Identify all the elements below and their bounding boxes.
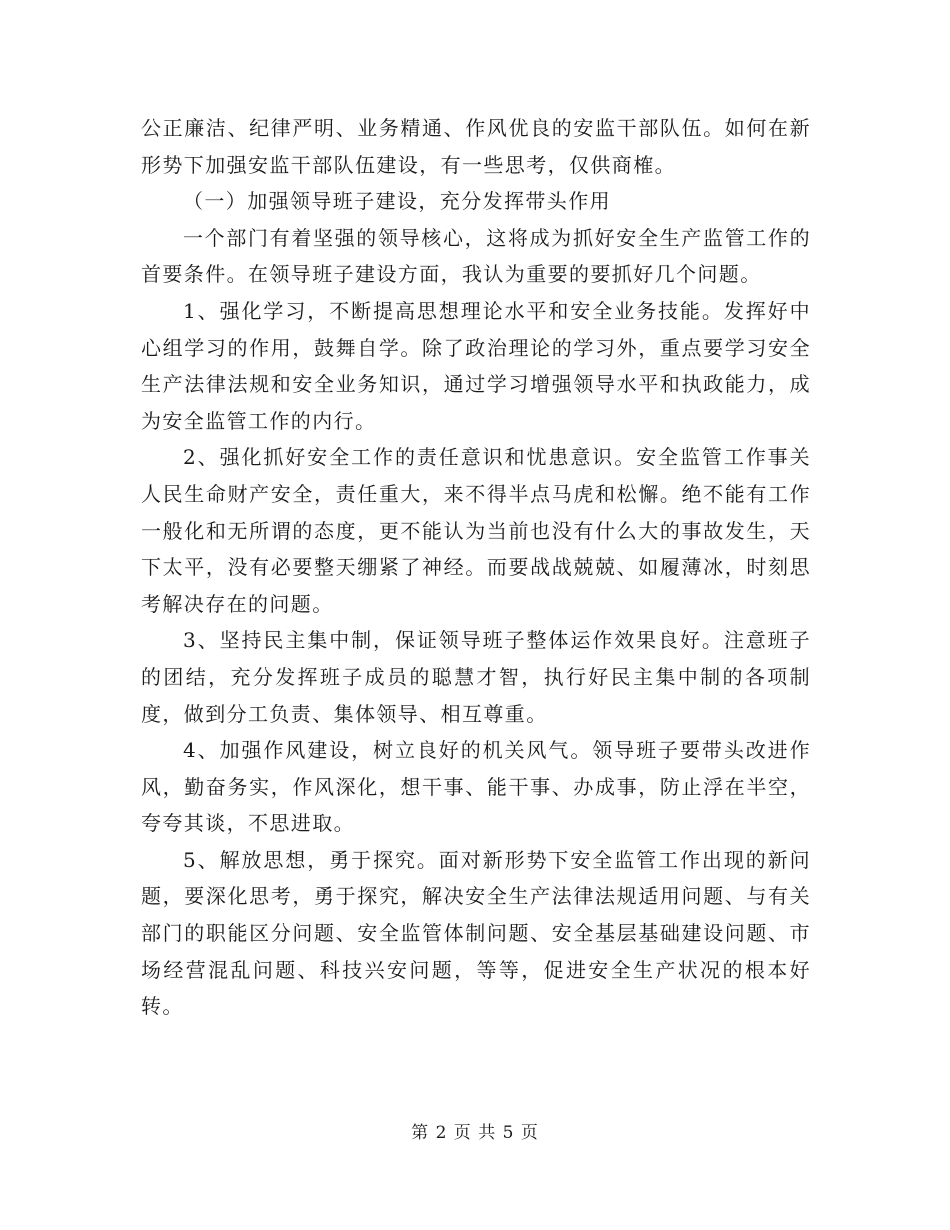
paragraph-leadership-core: 一个部门有着坚强的领导核心，这将成为抓好安全生产监管工作的首要条件。在领导班子建设方面，我认为重要的要抓好几个问题。 (141, 225, 811, 287)
paragraph-item-4: 4、加强作风建设，树立良好的机关风气。领导班子要带头改进作风，勤奋务实，作风深化，想干事、能干事、办成事，防止浮在半空，夸夸其谈，不思进取。 (141, 738, 811, 836)
paragraph-intro: 公正廉洁、纪律严明、业务精通、作风优良的安监干部队伍。如何在新形势下加强安监干部队伍建设，有一些思考，仅供商榷。 (141, 116, 811, 177)
paragraph-item-2: 2、强化抓好安全工作的责任意识和忧患意识。安全监管工作事关人民生命财产安全，责任重大，来不得半点马虎和松懈。绝不能有工作一般化和无所谓的态度，更不能认为当前也没有什么大的事故发生，天下太平，没有必要整天绷紧了神经。而要战战兢兢、如履薄冰，时刻思考解决存在的问题。 (141, 445, 811, 616)
page-footer (0, 1118, 950, 1143)
paragraph-item-5: 5、解放思想，勇于探究。面对新形势下安全监管工作出现的新问题，要深化思考，勇于探究，解决安全生产法律法规适用问题、与有关部门的职能区分问题、安全监管体制问题、安全基层基础建设问题、市场经营混乱问题、科技兴安问题，等等，促进安全生产状况的根本好转。 (141, 847, 811, 1019)
page-number: 第 2 页 共 5 页 (411, 1123, 539, 1143)
section-heading: （一）加强领导班子建设，充分发挥带头作用 (183, 189, 611, 214)
document-body (141, 110, 811, 1025)
paragraph-item-3: 3、坚持民主集中制，保证领导班子整体运作效果良好。注意班子的团结，充分发挥班子成员的聪慧才智，执行好民主集中制的各项制度，做到分工负责、集体领导、相互尊重。 (141, 628, 811, 726)
paragraph-item-1: 1、强化学习，不断提高思想理论水平和安全业务技能。发挥好中心组学习的作用，鼓舞自学。除了政治理论的学习外，重点要学习安全生产法律法规和安全业务知识，通过学习增强领导水平和执政能力，成为安全监管工作的内行。 (141, 298, 811, 433)
